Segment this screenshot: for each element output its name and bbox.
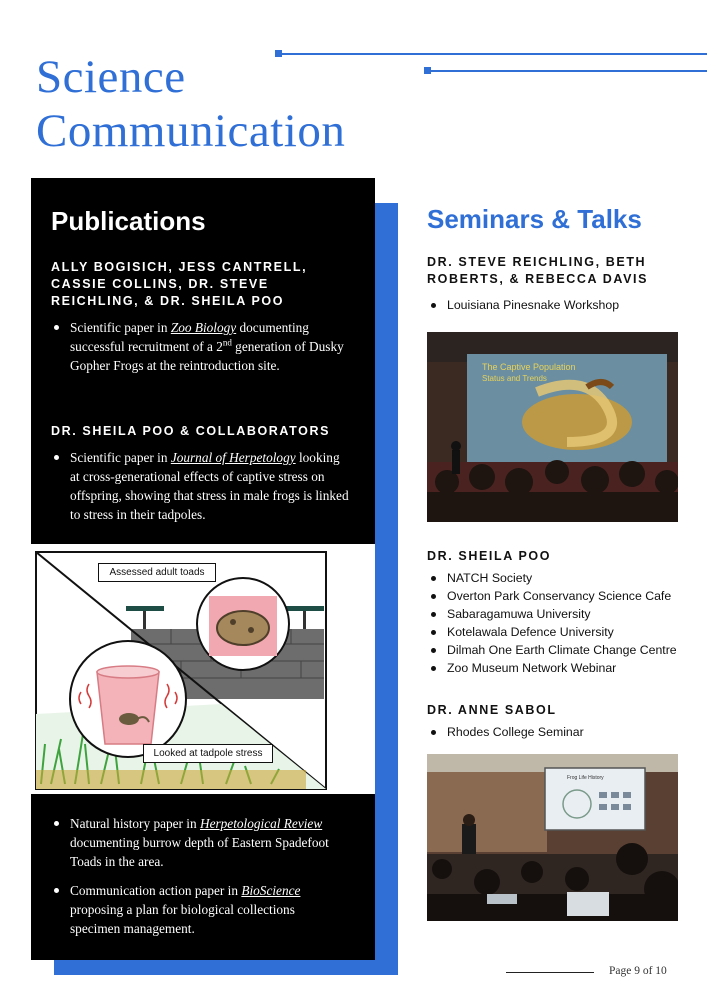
presenter <box>452 450 460 474</box>
decorative-dot-top <box>275 50 282 57</box>
publication-item: Scientific paper in Zoo Biology documenting successful recruitment of a 2nd generation of Dusky Gopher Frogs at the reintroduction site. <box>52 318 352 375</box>
seminar-list-3 <box>429 723 584 741</box>
seminar-item: Louisiana Pinesnake Workshop <box>429 296 619 314</box>
presenter-2 <box>462 824 476 854</box>
photo-svg-1 <box>427 332 678 522</box>
publications-heading: Publications <box>51 206 206 236</box>
toad-stress-illustration <box>31 544 375 794</box>
page-title <box>36 50 345 158</box>
publication-list-3 <box>52 814 347 938</box>
seminar-presenters-2: DR. SHEILA POO <box>427 549 552 563</box>
tadpole <box>119 713 139 725</box>
seminar-presenters-3: DR. ANNE SABOL <box>427 703 557 717</box>
tadpole-cup <box>97 672 159 744</box>
seminars-heading: Seminars & Talks <box>427 204 642 234</box>
seminar-item: Rhodes College Seminar <box>429 723 584 741</box>
label-assessed-adult-toads: Assessed adult toads <box>98 563 216 582</box>
slide-title-2: Frog Life History <box>567 775 604 781</box>
tank-lid-2 <box>286 606 324 611</box>
journal-link-journal-of-herpetology[interactable]: Journal of Herpetology <box>170 450 296 465</box>
seminar-item: Dilmah One Earth Climate Change Centre <box>429 641 707 659</box>
seminar-item: Kotelawala Defence University <box>429 623 707 641</box>
tank-lid-1 <box>126 606 164 611</box>
journal-link-bioscience[interactable]: BioScience <box>241 883 301 898</box>
page-title-line-2: Communication <box>36 105 346 157</box>
seminar-item: Overton Park Conservancy Science Cafe <box>429 587 707 605</box>
seminar-item: NATCH Society <box>429 569 707 587</box>
seminar-list-1 <box>429 296 619 314</box>
decorative-line-top <box>278 53 707 55</box>
decorative-line-bottom <box>427 70 707 72</box>
ground <box>36 770 306 789</box>
publication-item: Scientific paper in Journal of Herpetology looking at cross-generational effects of captive stress on offspring, showing that stress in male frogs is linked to stress in their tadpoles. <box>52 448 352 524</box>
label-tadpole-stress: Looked at tadpole stress <box>143 744 273 763</box>
publication-authors-2: DR. SHEILA POO & COLLABORATORS <box>51 424 331 438</box>
journal-link-zoo-biology[interactable]: Zoo Biology <box>170 320 237 335</box>
publication-list-2 <box>52 448 352 524</box>
decorative-dot-bottom <box>424 67 431 74</box>
page-number: Page 9 of 10 <box>609 965 667 977</box>
seminar-item: Sabaragamuwa University <box>429 605 707 623</box>
pinesnake-workshop-photo <box>427 332 678 522</box>
seminar-presenters-1: DR. STEVE REICHLING, BETH ROBERTS, & REBECCA DAVIS <box>427 255 649 286</box>
photo-svg-2 <box>427 754 678 921</box>
publication-item: Communication action paper in BioScience proposing a plan for biological collections specimen management. <box>52 881 347 938</box>
slide-subtitle-1: Status and Trends <box>482 374 547 383</box>
laptop <box>567 892 609 916</box>
rhodes-college-seminar-photo <box>427 754 678 921</box>
seminar-item: Zoo Museum Network Webinar <box>429 659 707 677</box>
adult-toad <box>217 611 269 645</box>
publication-list-1 <box>52 318 352 375</box>
slide-title-1: The Captive Population <box>482 362 576 372</box>
publication-item: Natural history paper in Herpetological Review documenting burrow depth of Eastern Spadefoot Toads in the area. <box>52 814 347 871</box>
journal-link-herpetological-review[interactable]: Herpetological Review <box>199 816 323 831</box>
seminar-list-2 <box>429 569 707 677</box>
page-title-line-1: Science <box>36 51 186 103</box>
publication-authors-1: ALLY BOGISICH, JESS CANTRELL, CASSIE COLLINS, DR. STEVE REICHLING, & DR. SHEILA POO <box>51 260 308 308</box>
footer-divider <box>506 972 594 973</box>
